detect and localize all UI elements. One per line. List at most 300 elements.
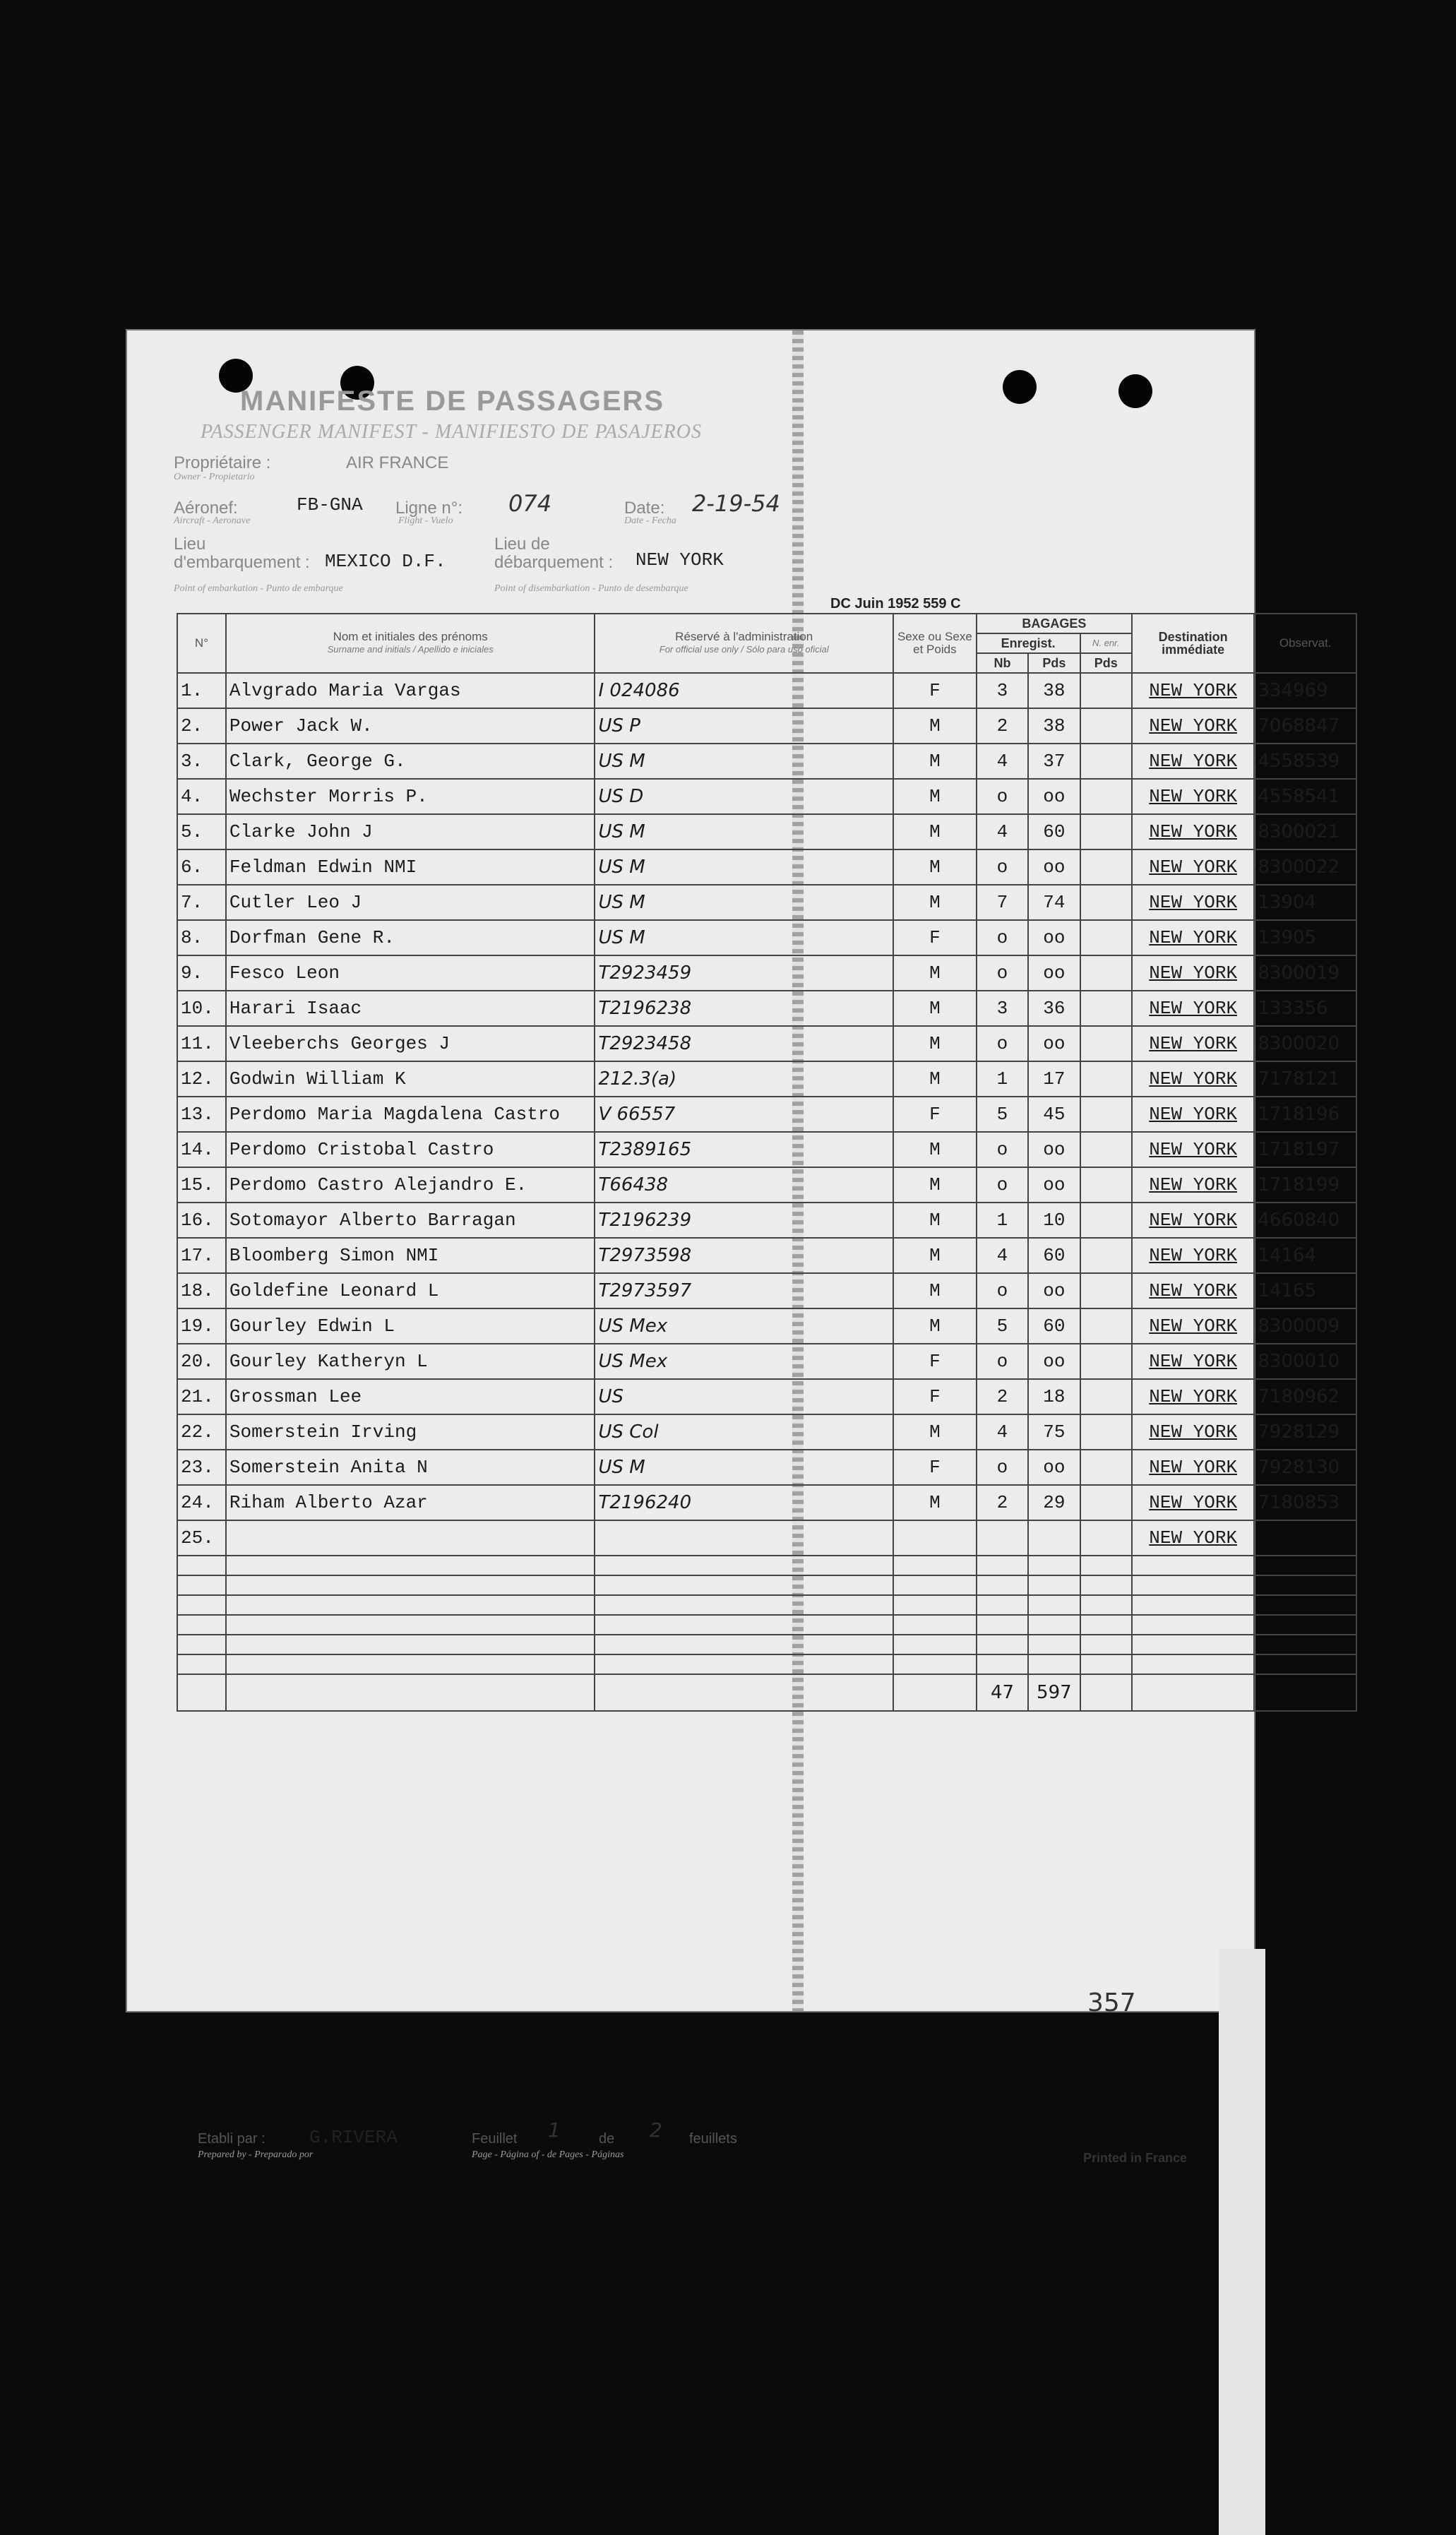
col-reserved [595, 614, 893, 673]
empty-cell [977, 1556, 1028, 1575]
observation: 133356 [1254, 991, 1356, 1026]
prepared-value: G.RIVERA [309, 2127, 398, 2148]
official-entry: T66438 [595, 1167, 893, 1203]
official-entry: US M [595, 814, 893, 849]
observation: 13904 [1254, 885, 1356, 920]
total-bags: 47 [977, 1674, 1028, 1711]
unregistered-weight [1080, 744, 1132, 779]
destination: NEW YORK [1132, 1097, 1254, 1132]
official-entry: US Mex [595, 1308, 893, 1344]
aircraft-value: FB-GNA [297, 494, 363, 515]
row-number: 25. [177, 1520, 226, 1556]
sex-cell: M [893, 744, 977, 779]
empty-cell [1254, 1635, 1356, 1654]
official-entry: US Col [595, 1414, 893, 1450]
table-row [177, 1344, 1356, 1379]
empty-cell [977, 1654, 1028, 1674]
unregistered-weight [1080, 1097, 1132, 1132]
bag-weight: 38 [1028, 708, 1080, 744]
destination: NEW YORK [1132, 955, 1254, 991]
destination: NEW YORK [1132, 849, 1254, 885]
row-number: 6. [177, 849, 226, 885]
flight-value: 074 [508, 490, 552, 517]
empty-cell [226, 1654, 595, 1674]
sex-cell: M [893, 849, 977, 885]
bag-weight: 60 [1028, 1238, 1080, 1273]
bag-count: o [977, 779, 1028, 814]
observation: 4660840 [1254, 1203, 1356, 1238]
official-entry: T2196238 [595, 991, 893, 1026]
row-number: 9. [177, 955, 226, 991]
bag-count: 3 [977, 991, 1028, 1026]
empty-cell [977, 1595, 1028, 1615]
official-entry [595, 1520, 893, 1556]
destination: NEW YORK [1132, 708, 1254, 744]
table-row [177, 1379, 1356, 1414]
empty-cell [1132, 1575, 1254, 1595]
sex-cell: M [893, 1414, 977, 1450]
empty-cell [1028, 1595, 1080, 1615]
sex-cell: M [893, 1273, 977, 1308]
unregistered-weight [1080, 1061, 1132, 1097]
empty-cell [1080, 1615, 1132, 1635]
total-empty-cell [226, 1674, 595, 1711]
bag-weight: 36 [1028, 991, 1080, 1026]
empty-row [177, 1575, 1356, 1595]
destination: NEW YORK [1132, 1520, 1254, 1556]
observation: 7180962 [1254, 1379, 1356, 1414]
aircraft-label: Aéronef: [174, 499, 238, 518]
destination: NEW YORK [1132, 1414, 1254, 1450]
manifest-sheet [127, 330, 1340, 2165]
destination: NEW YORK [1132, 1273, 1254, 1308]
date-label: Date: [624, 499, 665, 518]
table-row [177, 708, 1356, 744]
observation: 8300022 [1254, 849, 1356, 885]
margin-note: 357 [1087, 1988, 1136, 2017]
passenger-name: Gourley Edwin L [226, 1308, 595, 1344]
table-row [177, 1308, 1356, 1344]
empty-cell [1254, 1615, 1356, 1635]
bag-count: 2 [977, 1485, 1028, 1520]
unregistered-weight [1080, 1167, 1132, 1203]
official-entry: US M [595, 744, 893, 779]
official-entry: US M [595, 920, 893, 955]
table-row [177, 779, 1356, 814]
empty-cell [177, 1556, 226, 1575]
sex-cell: M [893, 1203, 977, 1238]
empty-cell [1254, 1556, 1356, 1575]
table-row [177, 991, 1356, 1026]
sex-cell: M [893, 708, 977, 744]
official-entry: US M [595, 849, 893, 885]
destination: NEW YORK [1132, 991, 1254, 1026]
empty-cell [177, 1575, 226, 1595]
unregistered-weight [1080, 1203, 1132, 1238]
empty-cell [1132, 1595, 1254, 1615]
empty-cell [226, 1556, 595, 1575]
owner-value: AIR FRANCE [346, 453, 449, 472]
empty-cell [1028, 1556, 1080, 1575]
destination: NEW YORK [1132, 1344, 1254, 1379]
passenger-name: Power Jack W. [226, 708, 595, 744]
row-number: 3. [177, 744, 226, 779]
bag-weight: oo [1028, 1273, 1080, 1308]
bag-count: 2 [977, 1379, 1028, 1414]
bag-weight: oo [1028, 955, 1080, 991]
table-row [177, 1520, 1356, 1556]
empty-cell [226, 1635, 595, 1654]
col-observ: Observat. [1254, 614, 1356, 673]
col-destination: Destination immédiate [1132, 614, 1254, 673]
passenger-name: Gourley Katheryn L [226, 1344, 595, 1379]
empty-row [177, 1556, 1356, 1575]
bag-count: 4 [977, 1414, 1028, 1450]
empty-cell [893, 1654, 977, 1674]
table-row [177, 1414, 1356, 1450]
bag-weight: oo [1028, 779, 1080, 814]
observation: 8300010 [1254, 1344, 1356, 1379]
bag-weight: oo [1028, 1450, 1080, 1485]
observation: 8300009 [1254, 1308, 1356, 1344]
unregistered-weight [1080, 708, 1132, 744]
official-entry: T2973598 [595, 1238, 893, 1273]
unregistered-weight [1080, 991, 1132, 1026]
row-number: 21. [177, 1379, 226, 1414]
table-row [177, 673, 1356, 708]
sex-cell: M [893, 1308, 977, 1344]
total-empty-cell [1254, 1674, 1356, 1711]
unregistered-weight [1080, 1238, 1132, 1273]
table-row [177, 849, 1356, 885]
bag-count: 4 [977, 744, 1028, 779]
sex-cell: M [893, 814, 977, 849]
prepared-small: Prepared by - Preparado por [198, 2149, 314, 2160]
empty-cell [893, 1575, 977, 1595]
bag-weight: oo [1028, 1167, 1080, 1203]
col-nb: Nb [977, 653, 1028, 673]
date-small: Date - Fecha [624, 515, 676, 526]
disembark-label: Lieu de débarquement : [494, 535, 614, 572]
passenger-name: Riham Alberto Azar [226, 1485, 595, 1520]
of-label: de [599, 2131, 615, 2147]
empty-cell [177, 1654, 226, 1674]
unregistered-weight [1080, 1414, 1132, 1450]
empty-cell [1080, 1635, 1132, 1654]
table-row [177, 1203, 1356, 1238]
empty-cell [1132, 1635, 1254, 1654]
observation: 1718199 [1254, 1167, 1356, 1203]
destination: NEW YORK [1132, 1203, 1254, 1238]
bag-weight: 18 [1028, 1379, 1080, 1414]
empty-cell [977, 1575, 1028, 1595]
sheet-value: 1 [548, 2118, 561, 2142]
empty-cell [1254, 1575, 1356, 1595]
row-number: 4. [177, 779, 226, 814]
sheets-label: feuillets [689, 2131, 737, 2147]
passenger-name: Vleeberchs Georges J [226, 1026, 595, 1061]
passenger-name: Somerstein Irving [226, 1414, 595, 1450]
col-bagages: BAGAGES [977, 614, 1132, 633]
form-code: DC Juin 1952 559 C [830, 596, 961, 612]
bag-count: o [977, 1450, 1028, 1485]
row-number: 22. [177, 1414, 226, 1450]
bag-weight: 38 [1028, 673, 1080, 708]
passenger-name: Harari Isaac [226, 991, 595, 1026]
empty-cell [893, 1615, 977, 1635]
table-row [177, 1450, 1356, 1485]
destination: NEW YORK [1132, 744, 1254, 779]
disembark-value: NEW YORK [635, 549, 724, 571]
punch-hole [1003, 370, 1037, 404]
sex-cell: M [893, 1485, 977, 1520]
table-row [177, 1097, 1356, 1132]
bag-count: o [977, 1167, 1028, 1203]
empty-cell [595, 1595, 893, 1615]
total-empty-cell [893, 1674, 977, 1711]
empty-cell [595, 1635, 893, 1654]
bag-count: 1 [977, 1061, 1028, 1097]
table-row [177, 1061, 1356, 1097]
empty-cell [177, 1595, 226, 1615]
owner-label: Propriétaire : [174, 453, 271, 472]
official-entry: T2923458 [595, 1026, 893, 1061]
destination: NEW YORK [1132, 673, 1254, 708]
empty-cell [1132, 1556, 1254, 1575]
bag-weight: oo [1028, 920, 1080, 955]
observation: 8300021 [1254, 814, 1356, 849]
passenger-name: Godwin William K [226, 1061, 595, 1097]
empty-cell [1132, 1615, 1254, 1635]
of-value: 2 [650, 2118, 662, 2142]
row-number: 13. [177, 1097, 226, 1132]
observation [1254, 1520, 1356, 1556]
bag-count: 7 [977, 885, 1028, 920]
table-row [177, 1132, 1356, 1167]
observation: 14164 [1254, 1238, 1356, 1273]
unregistered-weight [1080, 1379, 1132, 1414]
sex-cell: M [893, 955, 977, 991]
official-entry: T2196240 [595, 1485, 893, 1520]
row-number: 5. [177, 814, 226, 849]
official-entry: US D [595, 779, 893, 814]
empty-cell [893, 1595, 977, 1615]
passenger-name: Feldman Edwin NMI [226, 849, 595, 885]
bag-weight [1028, 1520, 1080, 1556]
official-entry: V 66557 [595, 1097, 893, 1132]
row-number: 17. [177, 1238, 226, 1273]
empty-cell [1254, 1595, 1356, 1615]
empty-cell [1254, 1654, 1356, 1674]
official-entry: T2923459 [595, 955, 893, 991]
destination: NEW YORK [1132, 1132, 1254, 1167]
total-empty-cell [177, 1674, 226, 1711]
row-number: 14. [177, 1132, 226, 1167]
unregistered-weight [1080, 849, 1132, 885]
passenger-table [177, 613, 1357, 1712]
table-row [177, 744, 1356, 779]
sex-cell: M [893, 1061, 977, 1097]
official-entry: US [595, 1379, 893, 1414]
empty-cell [177, 1615, 226, 1635]
row-number: 18. [177, 1273, 226, 1308]
row-number: 23. [177, 1450, 226, 1485]
row-number: 19. [177, 1308, 226, 1344]
bag-weight: oo [1028, 1132, 1080, 1167]
empty-cell [1028, 1615, 1080, 1635]
bag-count: 3 [977, 673, 1028, 708]
official-entry: US Mex [595, 1344, 893, 1379]
row-number: 16. [177, 1203, 226, 1238]
destination: NEW YORK [1132, 779, 1254, 814]
passenger-name: Perdomo Maria Magdalena Castro [226, 1097, 595, 1132]
empty-cell [977, 1615, 1028, 1635]
flight-label: Ligne n°: [395, 499, 463, 518]
sex-cell: M [893, 1026, 977, 1061]
bag-weight: oo [1028, 1344, 1080, 1379]
sex-cell: M [893, 1167, 977, 1203]
empty-cell [226, 1595, 595, 1615]
row-number: 7. [177, 885, 226, 920]
passenger-name: Bloomberg Simon NMI [226, 1238, 595, 1273]
sex-cell: M [893, 1132, 977, 1167]
sex-cell [893, 1520, 977, 1556]
destination: NEW YORK [1132, 1238, 1254, 1273]
empty-cell [893, 1635, 977, 1654]
sheet-tail [1219, 1949, 1265, 2535]
bag-count: 4 [977, 1238, 1028, 1273]
destination: NEW YORK [1132, 814, 1254, 849]
empty-cell [1080, 1595, 1132, 1615]
sex-cell: F [893, 920, 977, 955]
sex-cell: F [893, 1379, 977, 1414]
official-entry: I 024086 [595, 673, 893, 708]
observation: 7178121 [1254, 1061, 1356, 1097]
empty-cell [595, 1556, 893, 1575]
col-pds2: Pds [1080, 653, 1132, 673]
bag-count: 2 [977, 708, 1028, 744]
unregistered-weight [1080, 885, 1132, 920]
destination: NEW YORK [1132, 1026, 1254, 1061]
table-row [177, 1273, 1356, 1308]
bag-weight: 29 [1028, 1485, 1080, 1520]
passenger-name [226, 1520, 595, 1556]
bag-weight: 17 [1028, 1061, 1080, 1097]
sex-cell: F [893, 1450, 977, 1485]
row-number: 24. [177, 1485, 226, 1520]
official-entry: T2389165 [595, 1132, 893, 1167]
unregistered-weight [1080, 1132, 1132, 1167]
bag-weight: oo [1028, 849, 1080, 885]
official-entry: T2196239 [595, 1203, 893, 1238]
sheet-label: Feuillet [472, 2131, 518, 2147]
empty-row [177, 1615, 1356, 1635]
col-enregist: Enregist. [977, 633, 1080, 653]
manifest-title: MANIFESTE DE PASSAGERS [240, 386, 665, 417]
observation: 7928130 [1254, 1450, 1356, 1485]
empty-cell [1028, 1575, 1080, 1595]
observation: 334969 [1254, 673, 1356, 708]
bag-weight: 10 [1028, 1203, 1080, 1238]
col-pds: Pds [1028, 653, 1080, 673]
destination: NEW YORK [1132, 885, 1254, 920]
empty-row [177, 1595, 1356, 1615]
bag-count: 4 [977, 814, 1028, 849]
empty-cell [1132, 1654, 1254, 1674]
observation: 8300019 [1254, 955, 1356, 991]
col-name-sub: Surname and initials / Apellido e iniciales [327, 644, 494, 655]
passenger-name: Sotomayor Alberto Barragan [226, 1203, 595, 1238]
observation: 7180853 [1254, 1485, 1356, 1520]
table-row [177, 1485, 1356, 1520]
table-row [177, 1026, 1356, 1061]
row-number: 15. [177, 1167, 226, 1203]
totals-row [177, 1674, 1356, 1711]
embark-value: MEXICO D.F. [325, 551, 446, 572]
bag-weight: 75 [1028, 1414, 1080, 1450]
passenger-name: Cutler Leo J [226, 885, 595, 920]
date-value: 2-19-54 [692, 490, 780, 517]
unregistered-weight [1080, 814, 1132, 849]
empty-cell [893, 1556, 977, 1575]
empty-cell [226, 1615, 595, 1635]
observation: 14165 [1254, 1273, 1356, 1308]
observation: 4558539 [1254, 744, 1356, 779]
unregistered-weight [1080, 1485, 1132, 1520]
sex-cell: M [893, 1238, 977, 1273]
empty-cell [1080, 1556, 1132, 1575]
empty-cell [1028, 1654, 1080, 1674]
empty-cell [177, 1635, 226, 1654]
unregistered-weight [1080, 1344, 1132, 1379]
observation: 7068847 [1254, 708, 1356, 744]
col-sex: Sexe ou Sexe et Poids [893, 614, 977, 673]
destination: NEW YORK [1132, 1061, 1254, 1097]
passenger-name: Clark, George G. [226, 744, 595, 779]
table-row [177, 885, 1356, 920]
bag-count: o [977, 920, 1028, 955]
observation: 13905 [1254, 920, 1356, 955]
official-entry: US M [595, 1450, 893, 1485]
embark-small: Point of embarkation - Punto de embarque [174, 583, 343, 594]
prepared-label: Etabli par : [198, 2131, 265, 2147]
sex-cell: M [893, 779, 977, 814]
unregistered-weight [1080, 920, 1132, 955]
destination: NEW YORK [1132, 1308, 1254, 1344]
unregistered-weight [1080, 1450, 1132, 1485]
unregistered-weight [1080, 673, 1132, 708]
col-name [226, 614, 595, 673]
row-number: 1. [177, 673, 226, 708]
table-row [177, 1167, 1356, 1203]
destination: NEW YORK [1132, 1450, 1254, 1485]
empty-cell [1080, 1654, 1132, 1674]
passenger-name: Dorfman Gene R. [226, 920, 595, 955]
bag-weight: 60 [1028, 1308, 1080, 1344]
passenger-name: Alvgrado Maria Vargas [226, 673, 595, 708]
aircraft-small: Aircraft - Aeronave [174, 515, 251, 526]
passenger-name: Clarke John J [226, 814, 595, 849]
sex-cell: F [893, 1344, 977, 1379]
empty-cell [595, 1575, 893, 1595]
unregistered-weight [1080, 1308, 1132, 1344]
col-name-label: Nom et initiales des prénoms [333, 630, 488, 643]
table-row [177, 920, 1356, 955]
empty-cell [226, 1575, 595, 1595]
destination: NEW YORK [1132, 1485, 1254, 1520]
sex-cell: M [893, 991, 977, 1026]
observation: 8300020 [1254, 1026, 1356, 1061]
